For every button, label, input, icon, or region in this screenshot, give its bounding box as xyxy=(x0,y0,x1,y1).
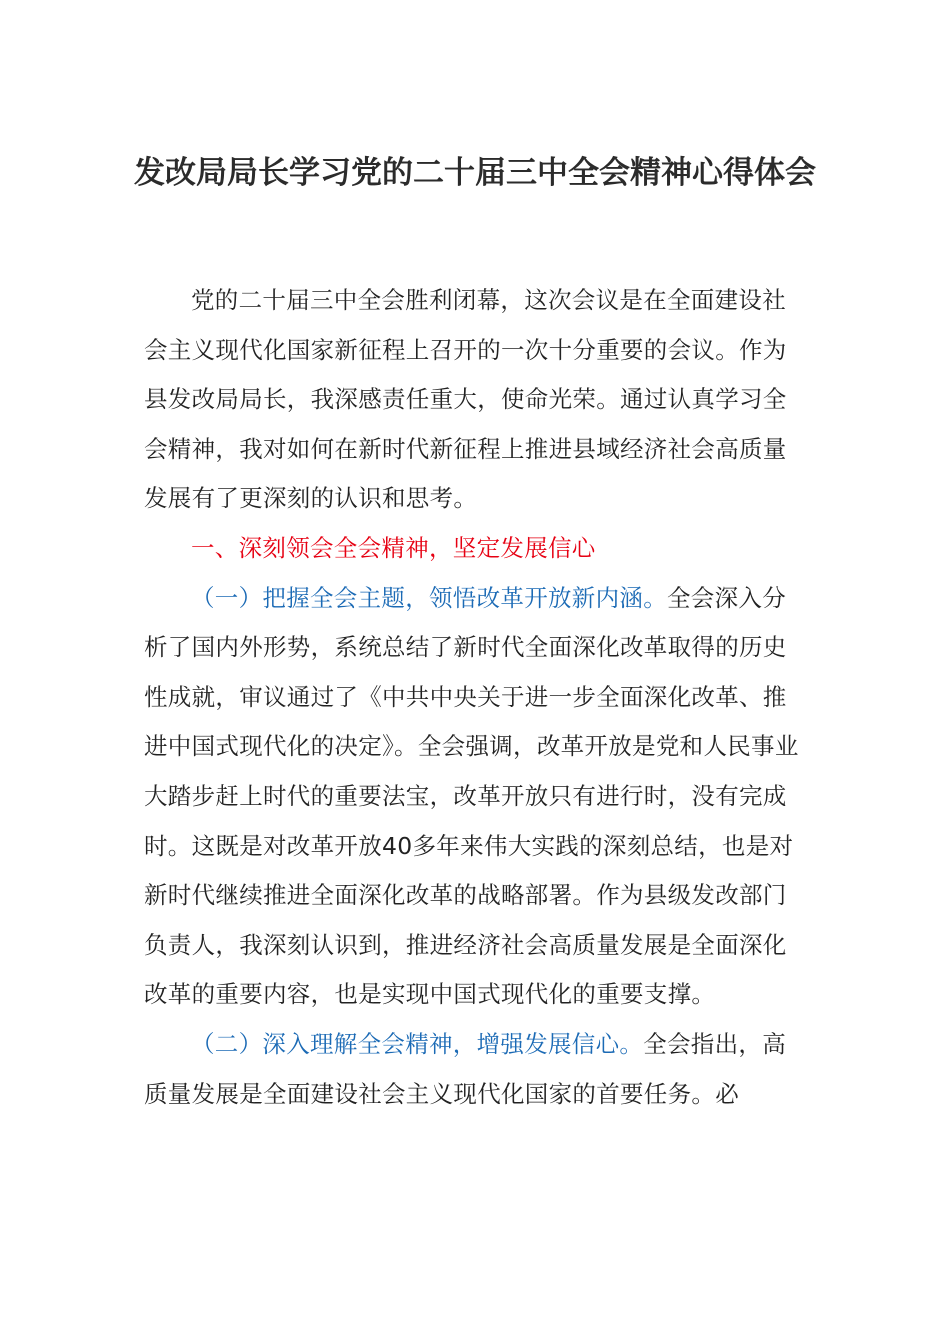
document-body xyxy=(144,276,808,1119)
subsection-text-2: 全会指出，高质量发展是全面建设社会主义现代化国家的首要任务。必 xyxy=(144,1029,787,1108)
document-title: 发改局局长学习党的二十届三中全会精神心得体会 xyxy=(134,155,816,191)
subsection-heading-2: （二）深入理解全会精神，增强发展信心。 xyxy=(191,1029,644,1058)
section-heading-1: 一、深刻领会全会精神，坚定发展信心 xyxy=(191,533,596,562)
subsection-paragraph-2 xyxy=(144,1020,808,1119)
subsection-text-1: 全会深入分析了国内外形势，系统总结了新时代全面深化改革取得的历史性成就，审议通过了《中共中央关于进一步全面深化改革、推进中国式现代化的决定》。全会强调，改革开放是党和人民事业大踏步赶上时代的重要法宝，改革开放只有进行时，没有完成时。这既是对改革开放40多年来伟大实践的深刻总结，也是对新时代继续推进全面深化改革的战略部署。作为县级发改部门负责人，我深刻认识到，推进经济社会高质量发展是全面深化改革的重要内容，也是实现中国式现代化的重要支撑。 xyxy=(144,583,799,1009)
intro-paragraph: 党的二十届三中全会胜利闭幕，这次会议是在全面建设社会主义现代化国家新征程上召开的一次十分重要的会议。作为县发改局局长，我深感责任重大，使命光荣。通过认真学习全会精神，我对如何在新时代新征程上推进县域经济社会高质量发展有了更深刻的认识和思考。 xyxy=(144,286,787,513)
subsection-heading-1: （一）把握全会主题，领悟改革开放新内涵。 xyxy=(191,583,667,612)
subsection-paragraph-1 xyxy=(144,574,808,1020)
